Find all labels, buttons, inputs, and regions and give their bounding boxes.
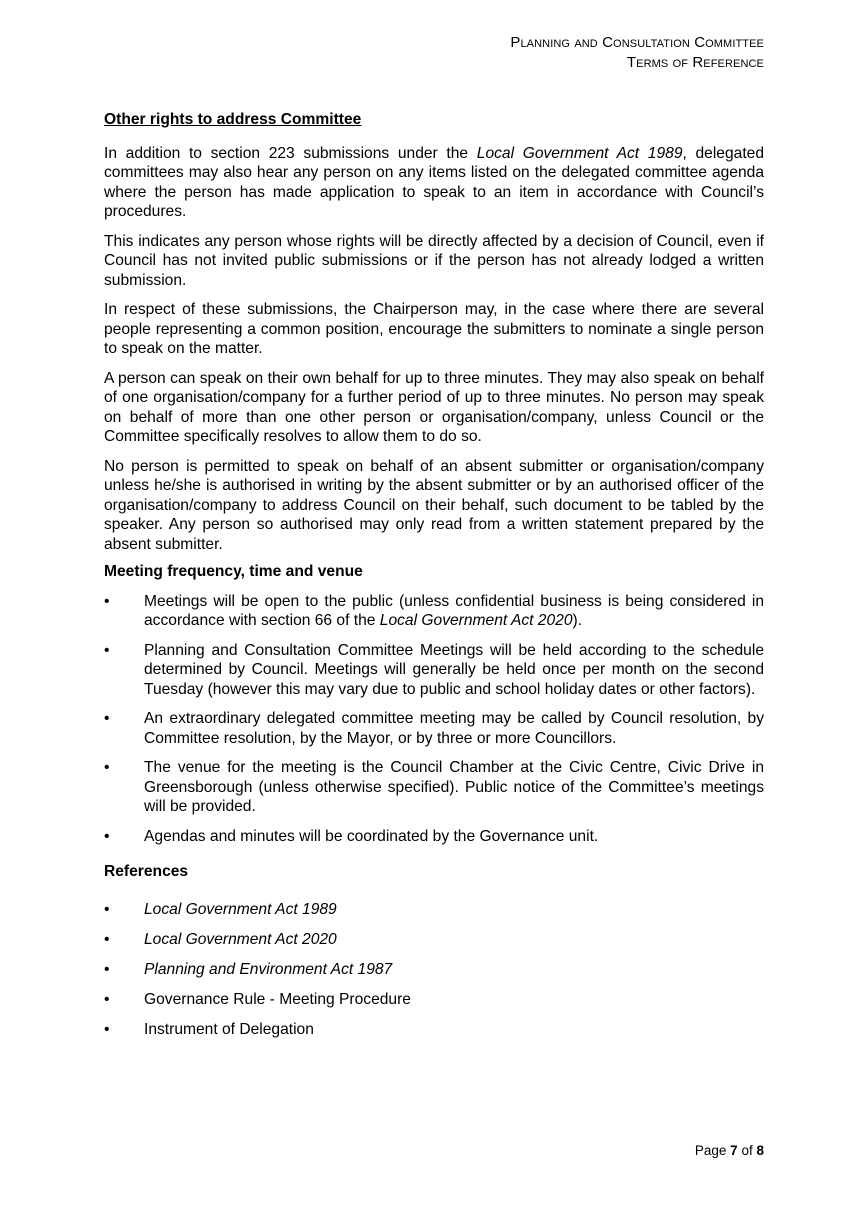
list-item [104, 709, 764, 748]
bullet-icon: • [104, 710, 110, 727]
paragraph-text: , delegated committees may also hear any person on any items listed on the delegated committee agenda where the person has made application to speak to an item in accordance with Council’s procedures. [104, 144, 765, 220]
act-reference: Local Government Act 1989 [476, 144, 683, 162]
page-label: Page [694, 1143, 727, 1158]
list-item [104, 592, 764, 631]
bullet-icon: • [104, 759, 110, 776]
list-item [104, 641, 764, 700]
bullet-icon: • [104, 990, 110, 1008]
list-item [104, 827, 764, 847]
list-item [104, 1020, 764, 1040]
reference-text: Local Government Act 2020 [144, 930, 337, 948]
list-item-text: Planning and Consultation Committee Meetings will be held according to the schedule determined by Council. Meetings will generally be held once per month on the second Tuesday (however this may vary due to public and school holiday dates or other factors). [144, 641, 764, 698]
paragraph [104, 144, 764, 222]
list-item-text: Meetings will be open to the public (unless confidential business is being considered in accordance with section 66 of the [144, 592, 764, 629]
list-item-text: An extraordinary delegated committee meeting may be called by Council resolution, by Committee resolution, by the Mayor, or by three or more Councillors. [144, 710, 764, 747]
list-item [104, 758, 764, 817]
section-heading-meeting-frequency: Meeting frequency, time and venue [104, 563, 363, 580]
of-label: of [741, 1143, 753, 1158]
bullet-icon: • [104, 900, 110, 918]
paragraph: This indicates any person whose rights will be directly affected by a decision of Council, even if Council has not invited public submissions or if the person has not already lodged a written submission. [104, 232, 764, 289]
page-footer [695, 1143, 764, 1158]
list-item [104, 900, 764, 920]
references-list [104, 900, 764, 1040]
header-committee-name: Planning and Consultation Committee [510, 34, 764, 51]
list-item-text: The venue for the meeting is the Council Chamber at the Civic Centre, Civic Drive in Greensborough (unless otherwise specified). Public notice of the Committee’s meetings will be provided. [144, 759, 764, 815]
bullet-icon: • [104, 827, 110, 845]
act-reference: Local Government Act 2020 [379, 612, 573, 629]
paragraph: In respect of these submissions, the Chairperson may, in the case where there are several people representing a common position, encourage the submitters to nominate a single person to speak on the matter. [104, 301, 764, 357]
bullet-icon: • [104, 930, 110, 948]
reference-text: Local Government Act 1989 [144, 900, 337, 918]
paragraph: No person is permitted to speak on behalf of an absent submitter or organisation/company unless he/she is authorised in writing by the absent submitter or by an authorised officer of the organisation/company to address Council on their behalf, such document to be tabled by the speaker. Any person so authorised may only read from a written statement prepared by the absent submitter. [104, 457, 764, 553]
list-item [104, 990, 764, 1010]
bullet-icon: • [104, 960, 110, 978]
page-header [510, 33, 764, 73]
header-document-title: Terms of Reference [626, 54, 764, 71]
total-pages: 8 [756, 1143, 764, 1158]
list-item [104, 960, 764, 980]
bullet-icon: • [104, 1020, 110, 1038]
paragraph: A person can speak on their own behalf for up to three minutes. They may also speak on behalf of one organisation/company for a further period of up to three minutes. No person may speak on behalf of more than one other person or organisation/company, unless Council or the Committee specifically resolves to allow them to do so. [104, 369, 764, 445]
section-heading-references: References [104, 863, 189, 880]
meeting-bullet-list [104, 592, 764, 847]
reference-text: Governance Rule - Meeting Procedure [144, 990, 411, 1008]
reference-text: Instrument of Delegation [144, 1020, 314, 1038]
document-body [104, 110, 764, 1050]
bullet-icon: • [104, 592, 110, 610]
list-item-text: ). [572, 612, 583, 629]
list-item-text: Agendas and minutes will be coordinated by the Governance unit. [144, 827, 599, 845]
page-number: 7 [730, 1143, 738, 1158]
section-heading-other-rights: Other rights to address Committee [104, 111, 362, 128]
paragraph-text: In addition to section 223 submissions under the [104, 144, 477, 162]
reference-text: Planning and Environment Act 1987 [144, 960, 393, 978]
list-item [104, 930, 764, 950]
bullet-icon: • [104, 641, 110, 659]
